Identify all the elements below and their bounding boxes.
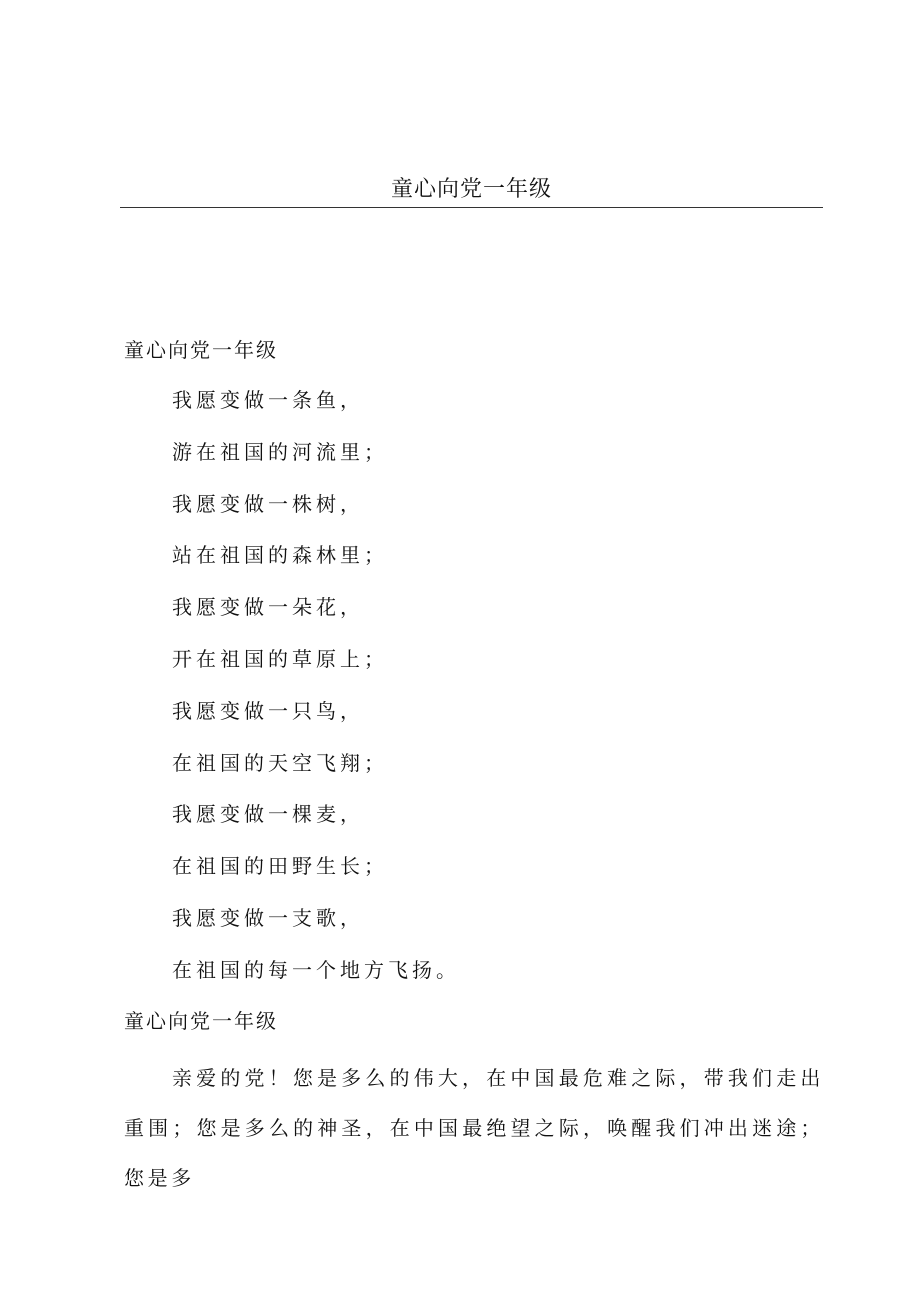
poem-line: 我愿变做一只鸟， [172,698,364,723]
poem-line: 我愿变做一棵麦， [172,802,364,827]
poem-line: 在祖国的田野生长； [172,854,388,879]
section-title-1: 童心向党一年级 [124,338,278,362]
page-header-title: 童心向党一年级 [390,177,552,202]
poem-line: 我愿变做一株树， [172,491,364,516]
poem-line: 在祖国的每一个地方飞扬。 [172,957,460,982]
header-divider [120,207,823,208]
poem-line: 开在祖国的草原上； [172,646,388,671]
section-title-2: 童心向党一年级 [124,1009,278,1033]
poem-line: 站在祖国的森林里； [172,543,388,568]
body-paragraph: 亲爱的党！您是多么的伟大，在中国最危难之际，带我们走出重围；您是多么的神圣，在中国最绝望之际，唤醒我们冲出迷途；您是多 [124,1066,824,1190]
poem-line: 在祖国的天空飞翔； [172,750,388,775]
poem [172,386,460,1008]
poem-line: 游在祖国的河流里； [172,439,388,464]
poem-line: 我愿变做一条鱼， [172,388,364,412]
poem-line: 我愿变做一朵花， [172,595,364,620]
poem-line: 我愿变做一支歌， [172,905,364,930]
